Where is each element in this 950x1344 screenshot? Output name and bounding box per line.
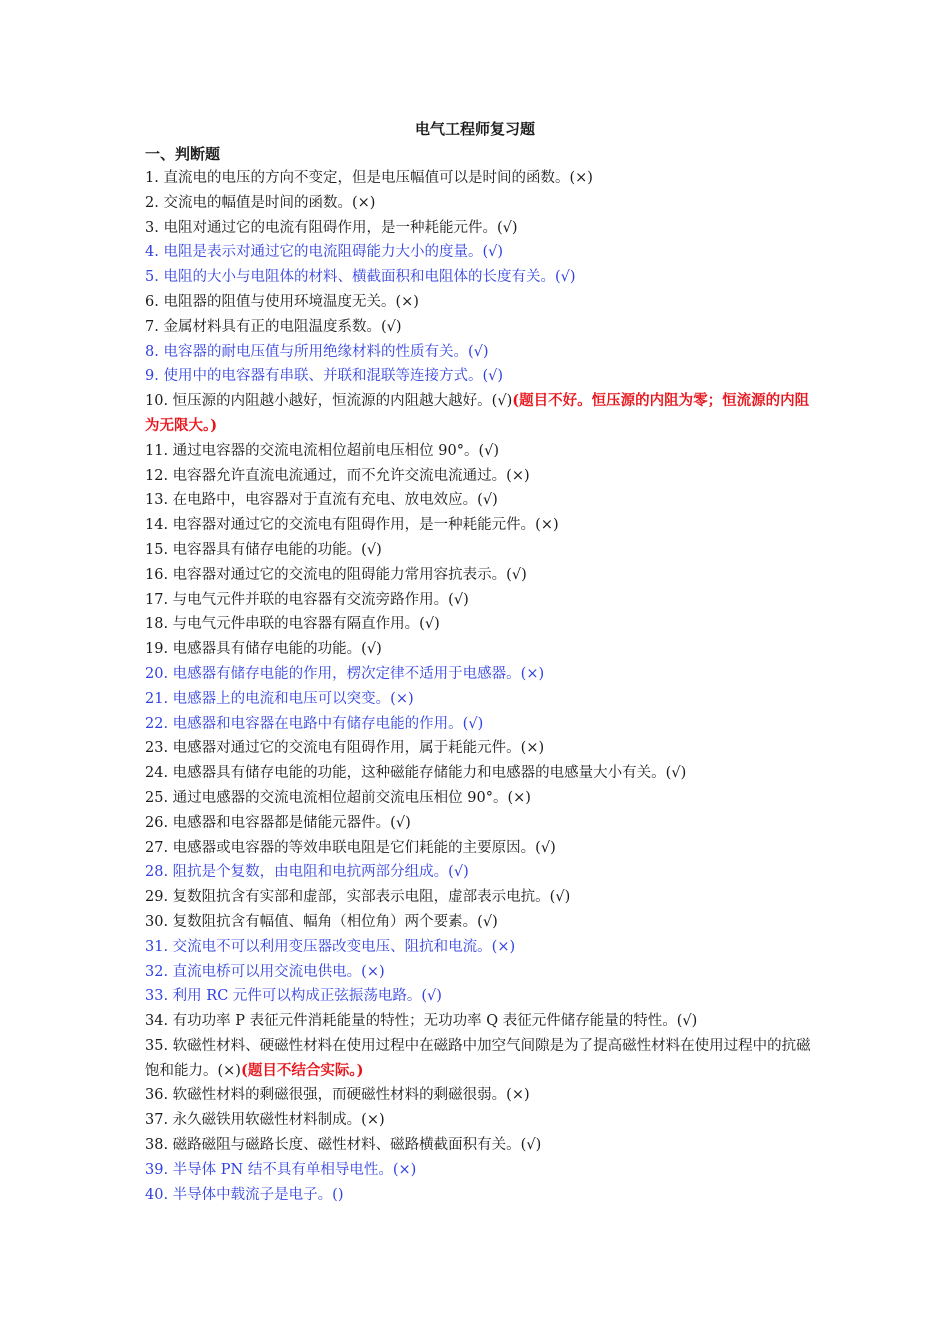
question-item	[145, 1034, 815, 1084]
question-item	[145, 315, 815, 340]
question-number: 21.	[145, 690, 169, 707]
question-text: 永久磁铁用软磁性材料制成。(×)	[172, 1112, 385, 1129]
question-text: 电感器和电容器都是储能元器件。(√)	[172, 814, 411, 831]
question-number: 17.	[145, 591, 169, 608]
question-note: (题目不好。恒压源的内阻为零；恒流源的内阻为无限大。)	[145, 392, 810, 434]
question-text: 电感器具有储存电能的功能。(√)	[172, 641, 382, 658]
question-text: 软磁性材料、硬磁性材料在使用过程中在磁路中加空气间隙是为了提高磁性材料在使用过程中的抗磁饱和能力。(×)	[145, 1037, 811, 1079]
question-text: 电阻是表示对通过它的电流阻碍能力大小的度量。(√)	[163, 244, 504, 261]
question-number: 9.	[145, 368, 159, 385]
question-text: 电感器或电容器的等效串联电阻是它们耗能的主要原因。(√)	[172, 839, 556, 856]
question-number: 33.	[145, 988, 169, 1005]
question-text: 在电路中，电容器对于直流有充电、放电效应。(√)	[172, 492, 498, 509]
question-text: 与电气元件并联的电容器有交流旁路作用。(√)	[172, 591, 469, 608]
question-item	[145, 1108, 815, 1133]
question-number: 7.	[145, 318, 159, 335]
question-number: 2.	[145, 194, 159, 211]
question-item	[145, 538, 815, 563]
question-item	[145, 216, 815, 241]
question-text: 电阻器的阻值与使用环境温度无关。(×)	[163, 293, 419, 310]
question-item	[145, 960, 815, 985]
question-item	[145, 1183, 815, 1208]
question-number: 32.	[145, 963, 169, 980]
document-title: 电气工程师复习题	[414, 120, 535, 138]
question-text: 电感器具有储存电能的功能，这种磁能存储能力和电感器的电感量大小有关。(√)	[172, 765, 687, 782]
question-text: 与电气元件串联的电容器有隔直作用。(√)	[172, 616, 440, 633]
question-text: 电容器具有储存电能的功能。(√)	[172, 541, 382, 558]
question-item	[145, 860, 815, 885]
question-item	[145, 662, 815, 687]
question-number: 14.	[145, 517, 169, 534]
question-number: 4.	[145, 244, 159, 261]
section-heading: 一、判断题	[145, 145, 221, 163]
question-item	[145, 389, 815, 439]
question-number: 26.	[145, 814, 169, 831]
question-item	[145, 588, 815, 613]
question-item	[145, 637, 815, 662]
question-text: 金属材料具有正的电阻温度系数。(√)	[163, 318, 402, 335]
question-text: 有功功率 P 表征元件消耗能量的特性；无功功率 Q 表征元件储存能量的特性。(√)	[172, 1013, 698, 1030]
question-number: 22.	[145, 715, 169, 732]
question-text: 通过电容器的交流电流相位超前电压相位 90°。(√)	[172, 442, 500, 459]
question-number: 36.	[145, 1087, 169, 1104]
question-item	[145, 761, 815, 786]
question-text: 直流电的电压的方向不变定，但是电压幅值可以是时间的函数。(×)	[163, 170, 593, 186]
question-number: 27.	[145, 839, 169, 856]
question-number: 34.	[145, 1013, 169, 1030]
question-item	[145, 1083, 815, 1108]
question-number: 23.	[145, 740, 169, 757]
question-text: 电容器对通过它的交流电的阻碍能力常用容抗表示。(√)	[172, 566, 527, 583]
question-number: 3.	[145, 219, 159, 236]
question-text: 电感器对通过它的交流电有阻碍作用，属于耗能元件。(×)	[172, 740, 545, 757]
question-number: 20.	[145, 665, 169, 682]
question-item	[145, 612, 815, 637]
question-text: 电感器和电容器在电路中有储存电能的作用。(√)	[172, 715, 484, 732]
question-number: 31.	[145, 938, 169, 955]
question-text: 阻抗是个复数，由电阻和电抗两部分组成。(√)	[172, 864, 469, 881]
question-item	[145, 464, 815, 489]
question-number: 1.	[145, 170, 159, 186]
question-text: 交流电的幅值是时间的函数。(×)	[163, 194, 376, 211]
question-text: 恒压源的内阻越小越好，恒流源的内阻越大越好。(√)	[172, 393, 513, 410]
question-number: 24.	[145, 765, 169, 782]
question-number: 29.	[145, 889, 169, 906]
question-text: 复数阻抗含有实部和虚部，实部表示电阻，虚部表示电抗。(√)	[172, 889, 571, 906]
question-item	[145, 488, 815, 513]
question-item	[145, 513, 815, 538]
question-text: 电容器对通过它的交流电有阻碍作用，是一种耗能元件。(×)	[172, 517, 559, 534]
question-item	[145, 240, 815, 265]
question-number: 6.	[145, 293, 159, 310]
question-number: 11.	[145, 442, 169, 459]
question-item	[145, 439, 815, 464]
question-number: 19.	[145, 641, 169, 658]
question-item	[145, 836, 815, 861]
question-text: 电感器上的电流和电压可以突变。(×)	[172, 690, 414, 707]
question-text: 直流电桥可以用交流电供电。(×)	[172, 963, 385, 980]
question-number: 25.	[145, 789, 169, 806]
question-item	[145, 786, 815, 811]
question-item	[145, 265, 815, 290]
question-number: 28.	[145, 864, 169, 881]
question-text: 电阻对通过它的电流有阻碍作用，是一种耗能元件。(√)	[163, 219, 518, 236]
question-number: 30.	[145, 913, 169, 930]
question-text: 磁路磁阻与磁路长度、磁性材料、磁路横截面积有关。(√)	[172, 1137, 542, 1154]
question-item	[145, 736, 815, 761]
question-item	[145, 811, 815, 836]
question-text: 半导体 PN 结不具有单相导电性。(×)	[172, 1161, 417, 1178]
question-item	[145, 935, 815, 960]
question-item	[145, 984, 815, 1009]
question-number: 10.	[145, 393, 169, 410]
question-item	[145, 1133, 815, 1158]
question-text: 交流电不可以利用变压器改变电压、阻抗和电流。(×)	[172, 938, 516, 955]
question-item	[145, 910, 815, 935]
question-text: 利用 RC 元件可以构成正弦振荡电路。(√)	[172, 988, 442, 1005]
question-item	[145, 1158, 815, 1183]
question-number: 37.	[145, 1112, 169, 1129]
question-list	[145, 166, 815, 1207]
question-number: 16.	[145, 566, 169, 583]
question-item	[145, 364, 815, 389]
question-number: 40.	[145, 1186, 169, 1203]
question-text: 复数阻抗含有幅值、幅角（相位角）两个要素。(√)	[172, 913, 498, 930]
question-number: 8.	[145, 343, 159, 360]
question-text: 电阻的大小与电阻体的材料、横截面积和电阻体的长度有关。(√)	[163, 269, 576, 286]
question-item	[145, 712, 815, 737]
question-number: 39.	[145, 1161, 169, 1178]
question-item	[145, 290, 815, 315]
question-text: 电感器有储存电能的作用，楞次定律不适用于电感器。(×)	[172, 665, 545, 682]
question-item	[145, 191, 815, 216]
question-text: 电容器的耐电压值与所用绝缘材料的性质有关。(√)	[163, 343, 489, 360]
question-number: 5.	[145, 269, 159, 286]
question-text: 使用中的电容器有串联、并联和混联等连接方式。(√)	[163, 368, 504, 385]
question-item	[145, 1009, 815, 1034]
question-item	[145, 687, 815, 712]
question-number: 35.	[145, 1037, 169, 1054]
question-number: 13.	[145, 492, 169, 509]
question-number: 12.	[145, 467, 169, 484]
question-number: 18.	[145, 616, 169, 633]
question-text: 通过电感器的交流电流相位超前交流电压相位 90°。(×)	[172, 789, 531, 806]
question-item	[145, 340, 815, 365]
question-note: (题目不结合实际。)	[240, 1061, 364, 1079]
question-text: 电容器允许直流电流通过，而不允许交流电流通过。(×)	[172, 467, 530, 484]
question-item	[145, 885, 815, 910]
question-text: 半导体中载流子是电子。()	[172, 1186, 344, 1203]
question-text: 软磁性材料的剩磁很强，而硬磁性材料的剩磁很弱。(×)	[172, 1087, 530, 1104]
question-number: 15.	[145, 541, 169, 558]
question-number: 38.	[145, 1137, 169, 1154]
question-item	[145, 166, 815, 191]
question-item	[145, 563, 815, 588]
